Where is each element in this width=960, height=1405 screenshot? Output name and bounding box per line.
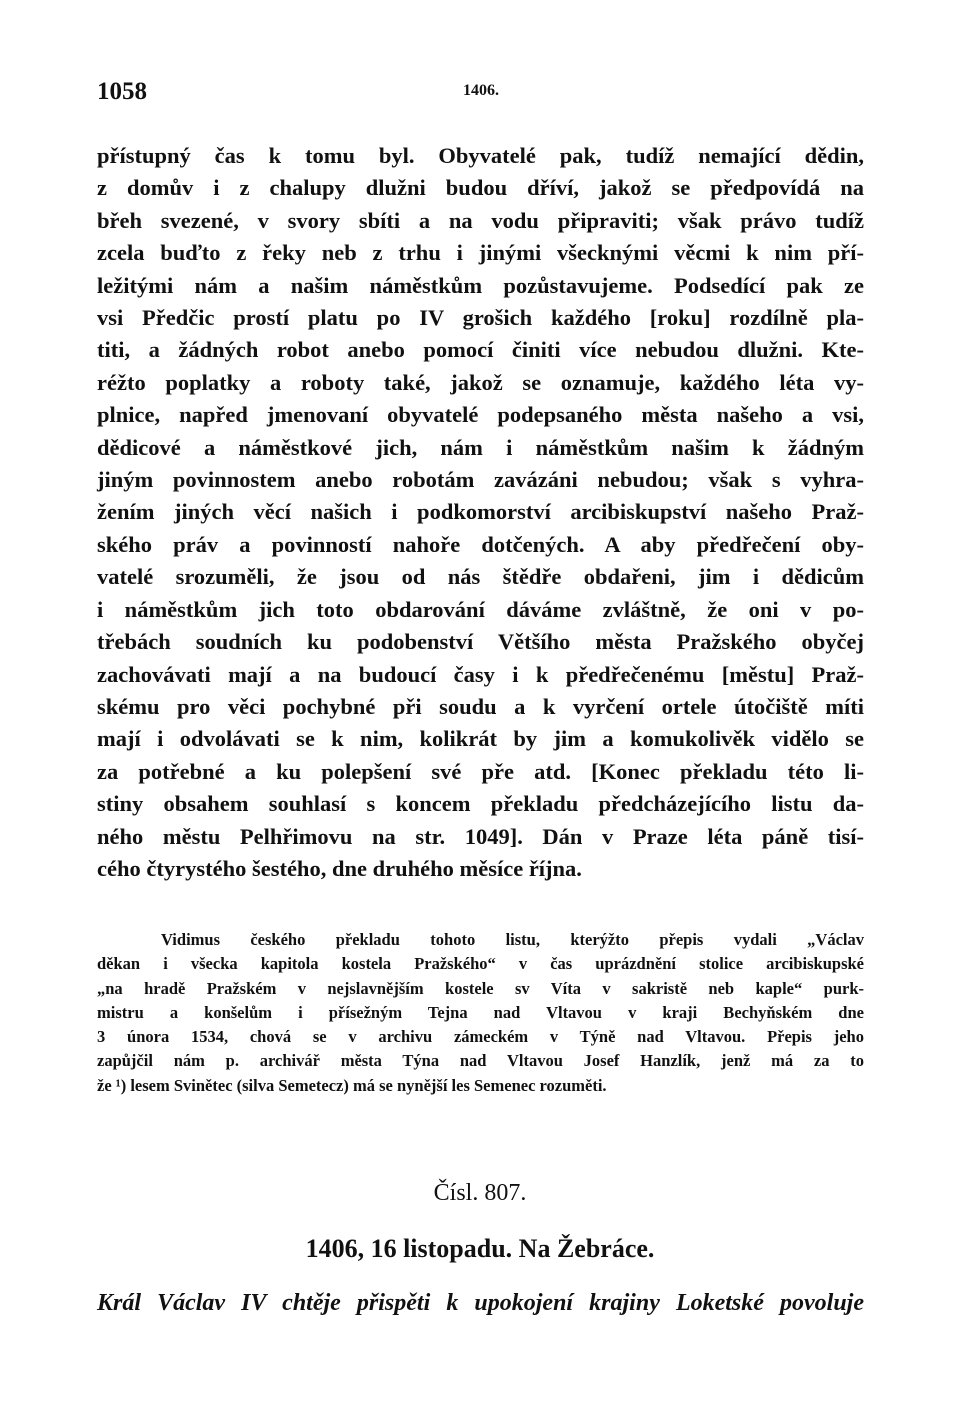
- note-line: děkan i všecka kapitola kostela Pražského“ v čas uprázdnění stolice arcibiskupské: [97, 954, 864, 974]
- note-line: 3 února 1534, chová se v archivu zámeckém v Týně nad Vltavou. Přepis jeho: [97, 1027, 864, 1047]
- body-line: vatelé srozuměli, že jsou od nás štědře obdařeni, jim i dědicům: [97, 564, 864, 590]
- document-summary: Král Václav IV chtěje přispěti k upokojení krajiny Loketské povoluje: [97, 1290, 864, 1316]
- body-line: ného městu Pelhřimovu na str. 1049]. Dán v Praze léta páně tisí-: [97, 823, 864, 849]
- note-line: „na hradě Pražském v nejslavnějším kostele sv Víta v sakristě neb kaple“ purk-: [97, 978, 864, 998]
- page-number: 1058: [97, 78, 147, 105]
- body-text: [97, 140, 864, 885]
- note-line: zapůjčil nám p. archivář města Týna nad Vltavou Josef Hanzlík, jenž má za to: [97, 1051, 864, 1071]
- body-line: jiným povinnostem anebo robotám zavázáni nebudou; však s vyhra-: [97, 467, 864, 493]
- body-line: cého čtyrystého šestého, dne druhého měsíce října.: [97, 855, 582, 881]
- body-line: i náměstkům jich toto obdarování dáváme zvláštně, že oni v po-: [97, 596, 864, 622]
- body-line: přístupný čas k tomu byl. Obyvatelé pak, tudíž nemající dědin,: [97, 143, 864, 168]
- body-line: třebách soudních ku podobenství Většího města Pražského obyčej: [97, 629, 864, 655]
- note-line: Vidimus českého překladu tohoto listu, kterýžto přepis vydali „Václav: [161, 930, 864, 949]
- note-line: mistru a konšelům i přísežným Tejna nad Vltavou v kraji Bechyňském dne: [97, 1002, 864, 1022]
- body-line: dědicové a náměstkové jich, nám i náměstkům našim k žádným: [97, 434, 864, 460]
- body-line: vsi Předčic prostí platu po IV grošich každého [roku] rozdílně pla-: [97, 305, 864, 331]
- running-head-year: 1406.: [463, 82, 499, 99]
- body-line: skému pro věci pochybné při soudu a k vyrčení ortele útočiště míti: [97, 693, 864, 719]
- body-line: réžto poplatky a roboty také, jakož se oznamuje, každého léta vy-: [97, 369, 864, 395]
- body-line: břeh svezené, v svory sbíti a na vodu připraviti; však právo tudíž: [97, 207, 864, 233]
- body-line: titi, a žádných robot anebo pomocí činiti více nebudou dlužni. Kte-: [97, 337, 864, 363]
- body-line: ského práv a povinností nahoře dotčených. A aby předřečení oby-: [97, 531, 864, 557]
- document-number: Čísl. 807.: [433, 1180, 527, 1206]
- body-line: za potřebné a ku polepšení své pře atd. [Konec překladu této li-: [97, 758, 864, 784]
- body-line: zcela buďto z řeky neb z trhu i jinými všecknými věcmi k nim pří-: [97, 240, 864, 266]
- body-line: žením jiných věcí našich i podkomorství arcibiskupství našeho Praž-: [97, 499, 864, 525]
- body-line: stiny obsahem souhlasí s koncem překladu předcházejícího listu da-: [97, 791, 864, 817]
- body-line: plnice, napřed jmenovaní obyvatelé podepsaného města našeho a vsi,: [97, 402, 864, 428]
- body-line: ležitými nám a našim náměstkům pozůstavujeme. Podsedící pak ze: [97, 272, 864, 298]
- body-line: mají i odvolávati se k nim, kolikrát by jim a komukolivěk vidělo se: [97, 726, 864, 752]
- document-heading: 1406, 16 listopadu. Na Žebráce.: [305, 1234, 655, 1263]
- editorial-note: [97, 928, 864, 1098]
- body-line: zachovávati mají a na budoucí časy i k předřečenému [městu] Praž-: [97, 661, 864, 687]
- note-line: že ¹) lesem Svinětec (silva Semetecz) má se nynější les Semenec rozuměti.: [97, 1075, 607, 1095]
- body-line: z domův i z chalupy dlužni budou dříví, jakož se předpovídá na: [97, 175, 864, 201]
